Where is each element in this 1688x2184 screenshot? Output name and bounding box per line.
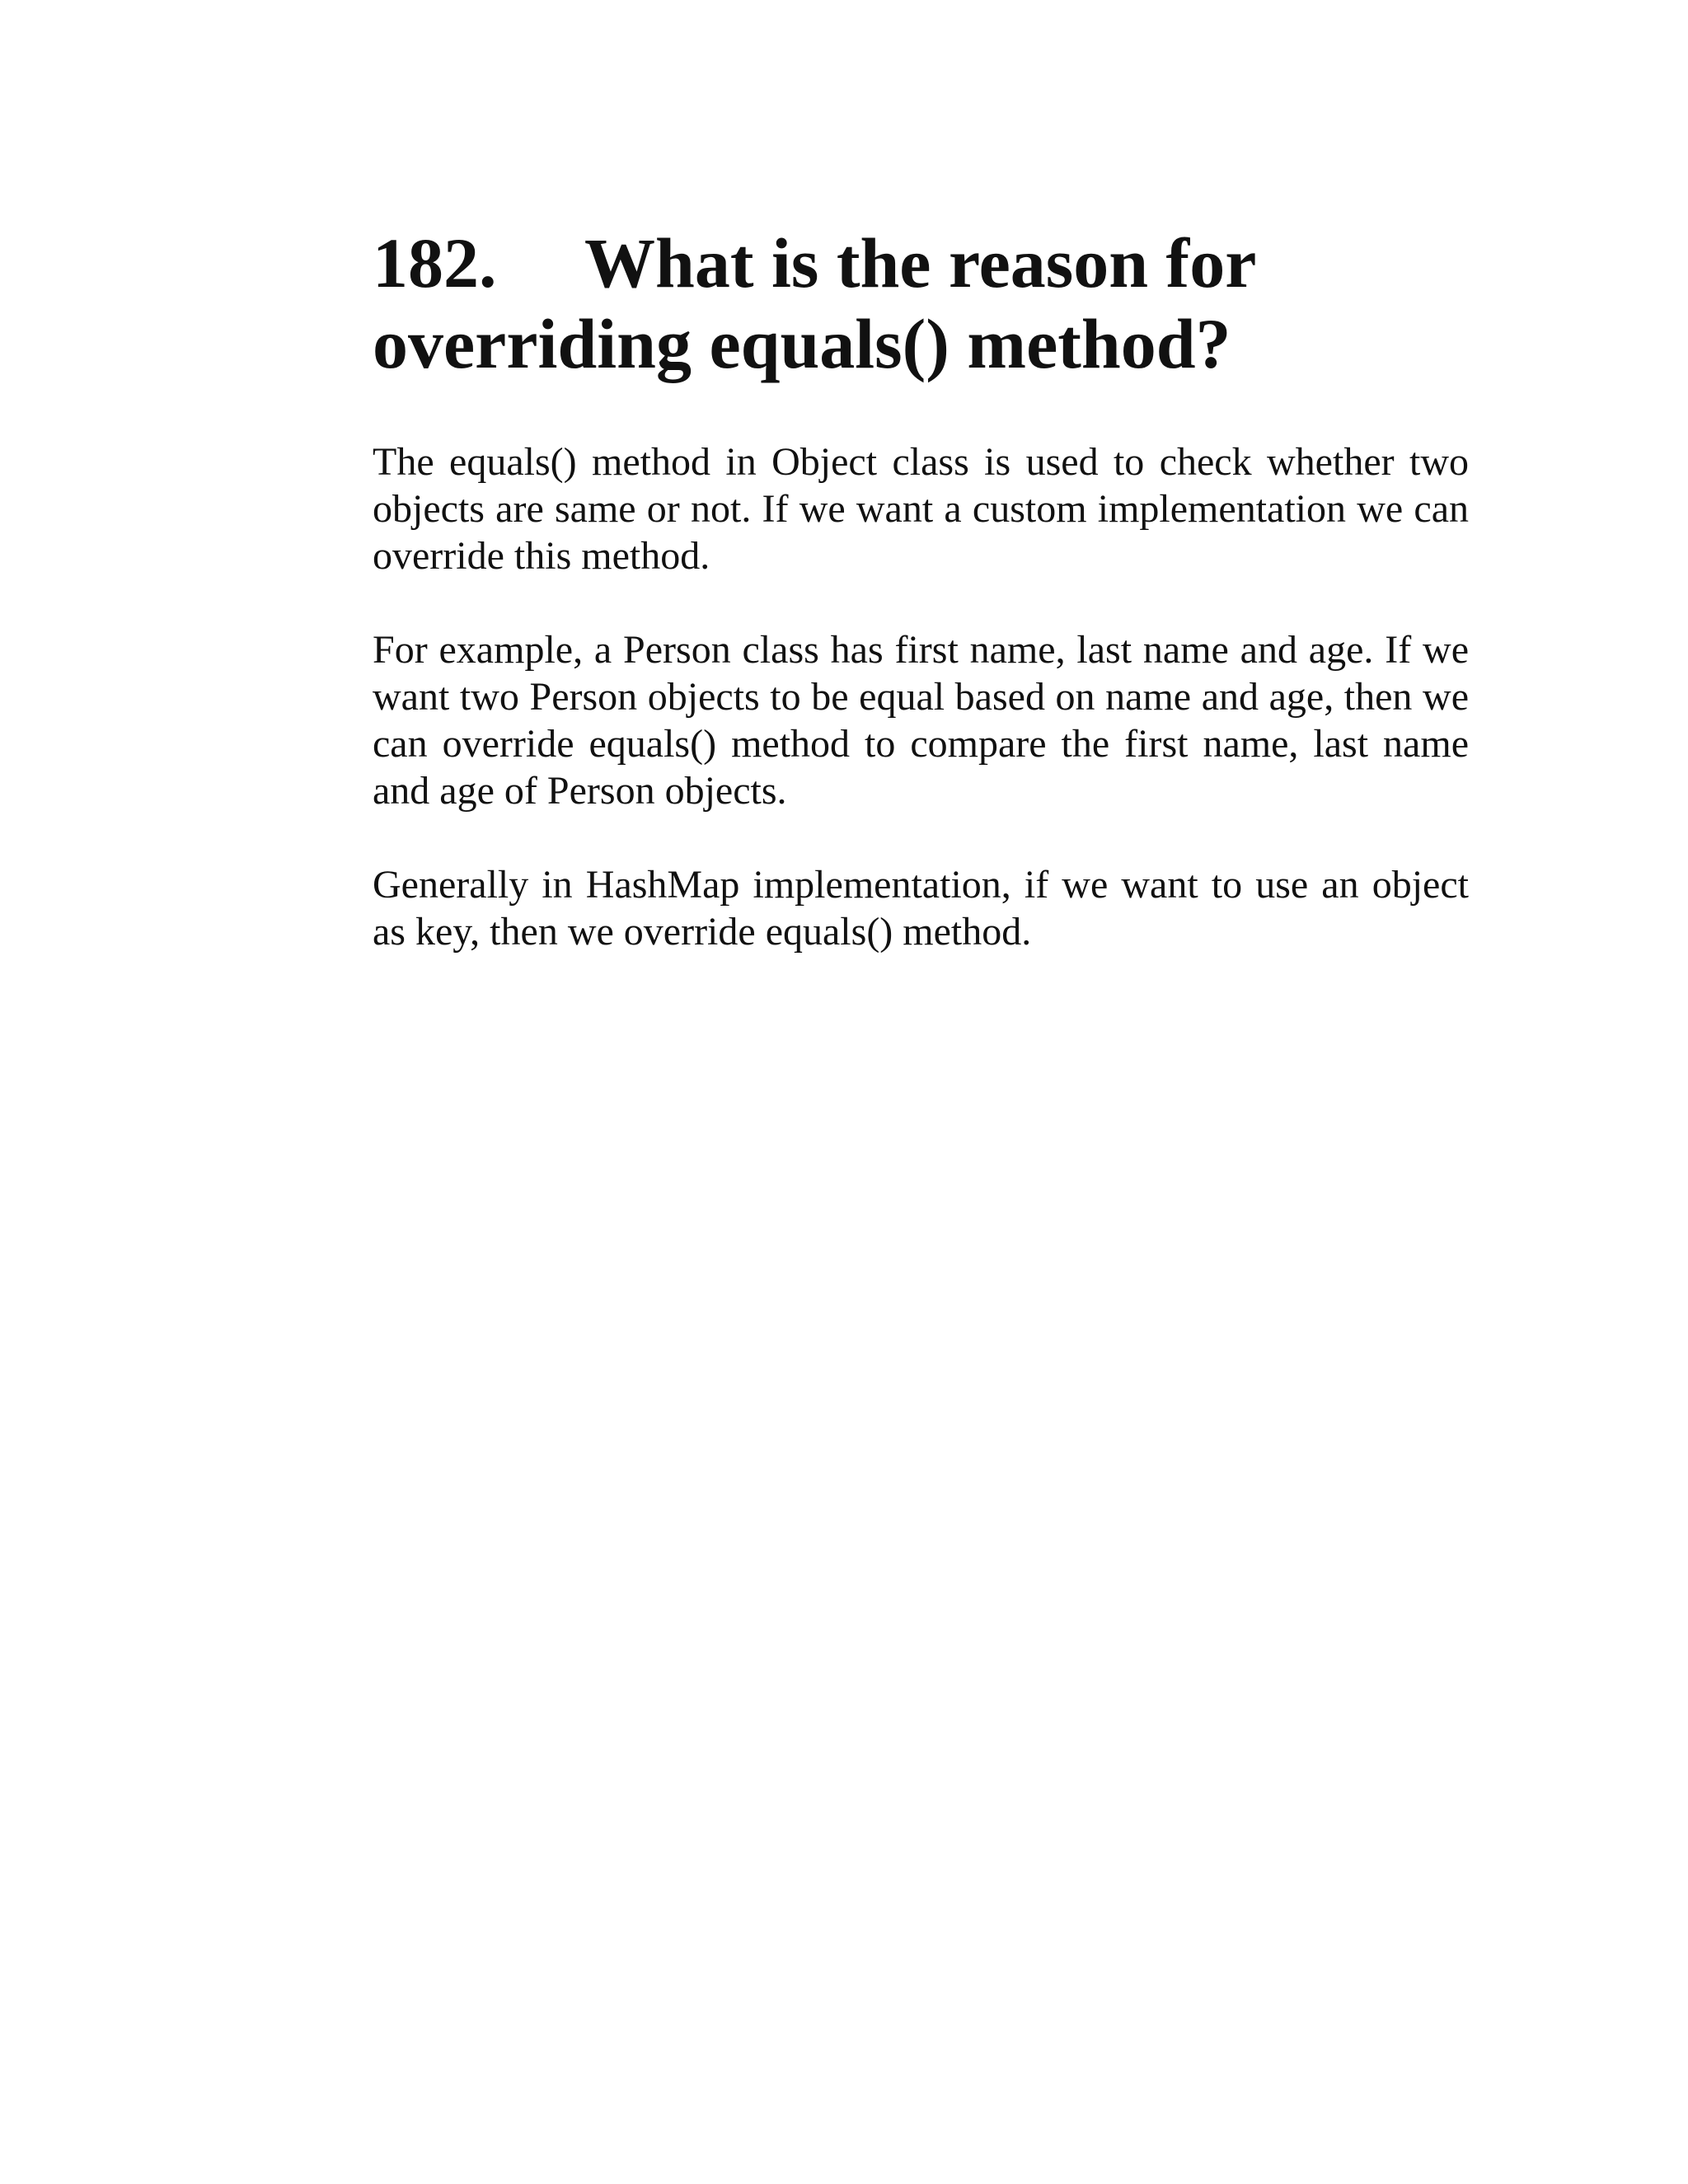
paragraph-hashmap-usage: Generally in HashMap implementation, if we want to use an object as key, then we override equals() method.: [373, 863, 1469, 954]
paragraph-equals-intro: The equals() method in Object class is used to check whether two objects are same or not. If we want a custom implementation we can override this method.: [373, 440, 1469, 578]
question-heading: [373, 223, 1469, 384]
heading-title-line-1: What is the reason for: [584, 223, 1257, 302]
heading-title-line-2: overriding equals() method?: [373, 304, 1231, 383]
paragraph-person-example: For example, a Person class has first name, last name and age. If we want two Person objects to be equal based on name and age, then we can override equals() method to compare the first name, last name and age of Person objects.: [373, 628, 1469, 813]
page-content: [373, 223, 1469, 955]
question-number: 182.: [373, 223, 497, 302]
heading-first-line: [373, 223, 1469, 303]
